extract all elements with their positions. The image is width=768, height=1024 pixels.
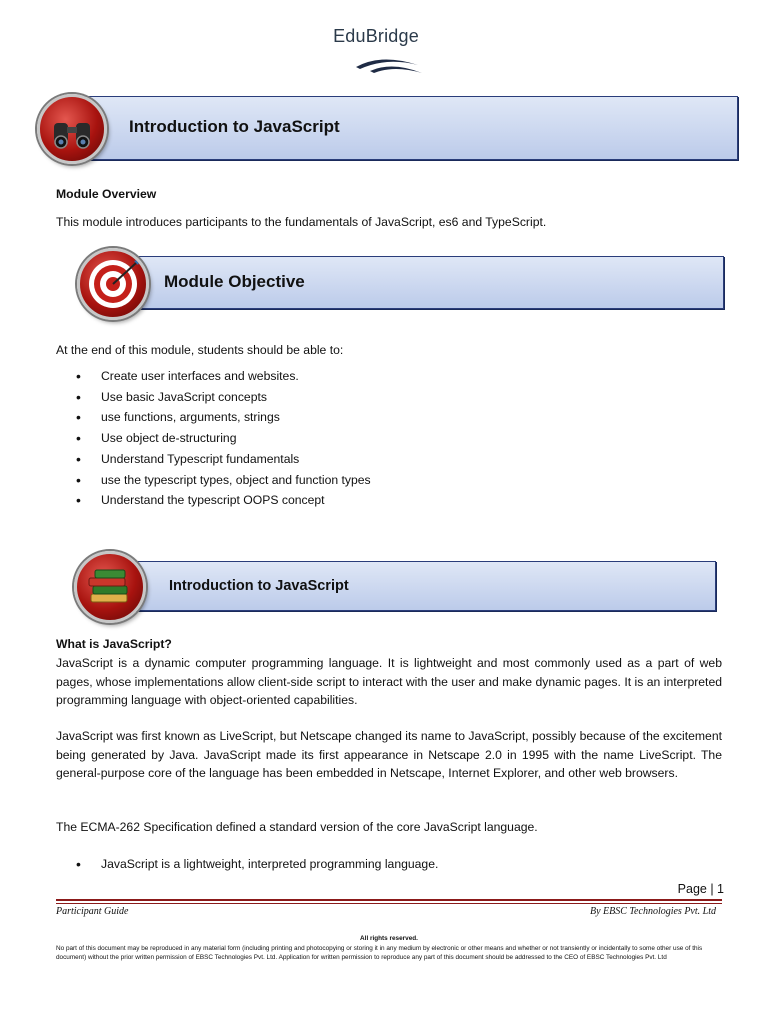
list-item: • Use basic JavaScript concepts	[56, 387, 716, 408]
overview-text: This module introduces participants to the fundamentals of JavaScript, es6 and TypeScript.	[56, 215, 547, 229]
objective-banner	[122, 256, 724, 309]
objective-list	[56, 366, 716, 511]
footer-rule-thin	[56, 903, 722, 904]
books-icon	[74, 551, 146, 623]
list-item: • use functions, arguments, strings	[56, 407, 716, 428]
js-paragraph-2: JavaScript was first known as LiveScript, but Netscape changed its name to JavaScript, possibly because of the excitement being generated by Java. JavaScript made its first appearance in Netscape 2.0 in 1995 with the name LiveScript. The general-purpose core of the language has been embedded in Netscape, Internet Explorer, and other web browsers.	[56, 729, 722, 780]
overview-heading: Module Overview	[56, 187, 157, 201]
js-heading: What is JavaScript?	[56, 637, 172, 651]
list-item: • Understand Typescript fundamentals	[56, 449, 716, 470]
binoculars-icon	[37, 94, 107, 164]
logo-swoosh-icon	[326, 47, 426, 75]
js-paragraph-3: The ECMA-262 Specification defined a standard version of the core JavaScript language.	[56, 820, 538, 834]
intro2-banner-title: Introduction to JavaScript	[169, 578, 349, 594]
footer-rule	[56, 899, 722, 901]
target-icon	[77, 248, 149, 320]
list-item: • Understand the typescript OOPS concept	[56, 490, 716, 511]
intro2-banner	[122, 561, 716, 611]
edubridge-logo	[326, 26, 426, 78]
logo-text: EduBridge	[333, 26, 419, 46]
footer-left: Participant Guide	[56, 906, 129, 917]
page-number: Page | 1	[677, 882, 724, 896]
list-item: • Use object de-structuring	[56, 428, 716, 449]
intro-banner-title: Introduction to JavaScript	[129, 117, 340, 136]
intro-banner	[84, 96, 738, 160]
footer-right: By EBSC Technologies Pvt. Ltd	[589, 906, 716, 917]
js-paragraph-1: JavaScript is a dynamic computer programming language. It is lightweight and most commonly used as a part of web pages, whose implementations allow client-side script to interact with the user and make dynamic pages. It is an interpreted programming language with object-oriented capabilities.	[56, 656, 722, 707]
js-bullets	[56, 854, 716, 875]
objective-intro: At the end of this module, students should be able to:	[56, 343, 344, 357]
list-item: • use the typescript types, object and function types	[56, 470, 716, 491]
rights-reserved: All rights reserved.	[360, 935, 418, 942]
objective-banner-title: Module Objective	[164, 272, 305, 291]
list-item: • JavaScript is a lightweight, interpreted programming language.	[56, 854, 716, 875]
list-item: • Create user interfaces and websites.	[56, 366, 716, 387]
legal-notice: No part of this document may be reproduced in any material form (including printing and photocopying or storing it in any medium by electronic or other means and whether or not transiently or incidentally to some other use of this document) without the prior written permission of EBSC Technologies Pvt. Ltd. Application for written permission to reproduce any part of this document should be addressed to the CEO of EBSC Technologies Pvt. Ltd	[56, 945, 703, 961]
